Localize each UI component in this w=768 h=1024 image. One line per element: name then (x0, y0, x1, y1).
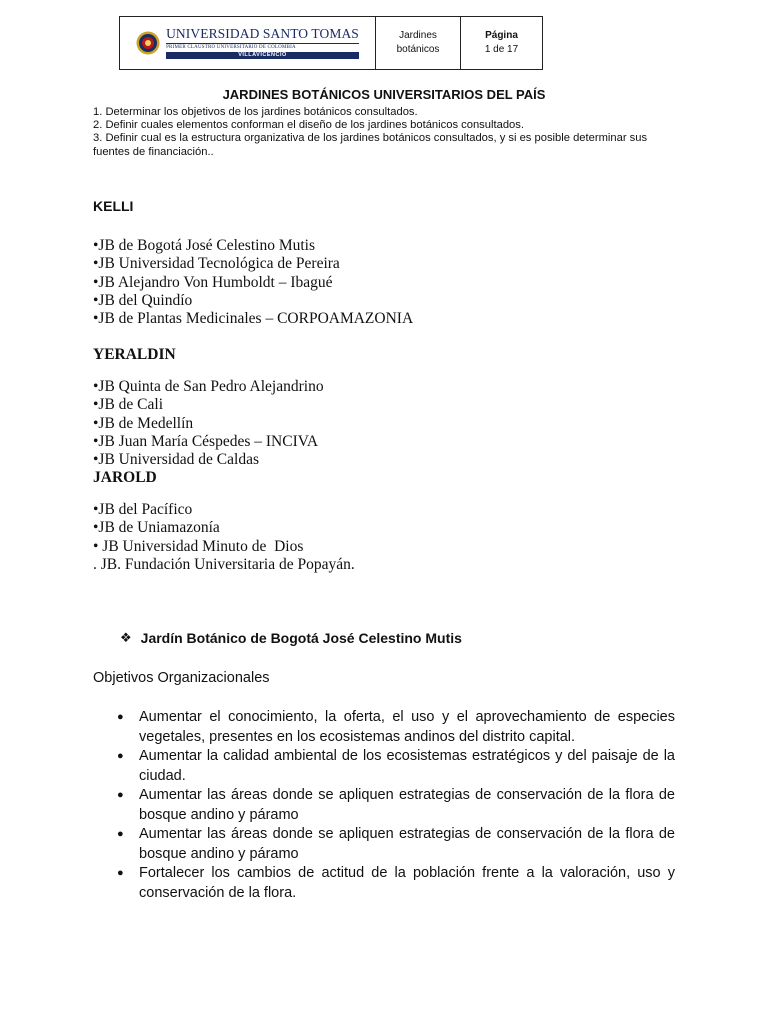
logo-subtitle: PRIMER CLAUSTRO UNIVERSITARIO DE COLOMBIA (166, 44, 296, 50)
group-list-jarold (93, 501, 355, 574)
university-seal-icon (136, 31, 160, 55)
list-item: •JB de Medellín (93, 414, 194, 432)
list-item: •JB Universidad de Caldas (93, 451, 259, 469)
logo-city: VILLAVICENCIO (166, 52, 359, 60)
list-item: •JB Alejandro Von Humboldt – Ibagué (93, 273, 333, 291)
objectives-list (93, 106, 653, 159)
page-cell (461, 17, 542, 69)
group-name-kelli: KELLI (93, 198, 134, 214)
list-item: • JB Universidad Minuto de Dios (93, 537, 304, 555)
list-item: •JB de Cali (93, 396, 164, 414)
diamond-bullet-icon: ❖ (120, 630, 132, 645)
bullet-text: Aumentar el conocimiento, la oferta, el uso y el aprovechamiento de especies vegetales, presentes en los ecosistemas andinos del distrito capital. (139, 709, 675, 745)
list-item (117, 747, 675, 786)
list-item (117, 825, 675, 864)
list-item: •JB Quinta de San Pedro Alejandrino (93, 378, 324, 395)
objectives-subtitle: Objetivos Organizacionales (93, 670, 270, 686)
list-item: •JB de Uniamazonía (93, 519, 220, 537)
objective-item: 3. Definir cual es la estructura organizativa de los jardines botánicos consultados, y si es posible determinar sus fuentes de financiación.. (93, 132, 648, 158)
group-list-kelli (93, 237, 413, 328)
bullet-text: Fortalecer los cambios de actitud de la población frente a la valoración, uso y conservación de la flora. (139, 865, 675, 901)
page-title: JARDINES BOTÁNICOS UNIVERSITARIOS DEL PAÍS (222, 87, 546, 102)
list-item: •JB Universidad Tecnológica de Pereira (93, 255, 340, 273)
bullet-text: Aumentar las áreas donde se apliquen estrategias de conservación de la flora de bosque andino y páramo (139, 787, 675, 823)
bullet-text: Aumentar las áreas donde se apliquen estrategias de conservación de la flora de bosque andino y páramo (139, 826, 675, 862)
topic-line-1: Jardines (399, 30, 437, 41)
topic-cell (376, 17, 461, 69)
bullet-dot-icon: ● (117, 867, 124, 879)
university-logo (136, 27, 359, 59)
bullet-dot-icon: ● (117, 828, 124, 840)
bullet-dot-icon: ● (117, 789, 124, 801)
list-item (117, 786, 675, 825)
list-item: •JB del Pacífico (93, 501, 193, 518)
objective-item: 2. Definir cuales elementos conforman el diseño de los jardines botánicos consultados. (93, 119, 524, 132)
bullet-dot-icon: ● (117, 750, 124, 762)
list-item: •JB de Bogotá José Celestino Mutis (93, 237, 315, 254)
logo-rule (166, 43, 359, 44)
list-item: •JB del Quindío (93, 291, 193, 309)
bullet-text: Aumentar la calidad ambiental de los ecosistemas estratégicos y del paisaje de la ciudad. (139, 748, 675, 784)
page-label: Página (485, 30, 518, 41)
objectives-bullets (117, 708, 675, 903)
list-item (117, 708, 675, 747)
list-item: •JB Juan María Céspedes – INCIVA (93, 432, 319, 450)
page-number: 1 de 17 (484, 44, 519, 55)
list-item: •JB de Plantas Medicinales – CORPOAMAZONIA (93, 310, 414, 328)
group-name-jarold: JAROLD (93, 469, 157, 486)
logo-name: UNIVERSIDAD SANTO TOMAS (166, 26, 359, 41)
objective-item: 1. Determinar los objetivos de los jardines botánicos consultados. (93, 106, 418, 118)
group-list-yeraldin (93, 378, 324, 469)
section-heading (120, 630, 462, 646)
list-item (117, 864, 675, 903)
section-title: Jardín Botánico de Bogotá José Celestino Mutis (140, 630, 462, 646)
document-header (119, 16, 543, 70)
group-name-yeraldin: YERALDIN (93, 346, 176, 363)
list-item: . JB. Fundación Universitaria de Popayán. (93, 555, 355, 573)
logo-cell (120, 17, 376, 69)
topic-line-2: botánicos (396, 44, 440, 55)
bullet-dot-icon: ● (117, 711, 124, 723)
